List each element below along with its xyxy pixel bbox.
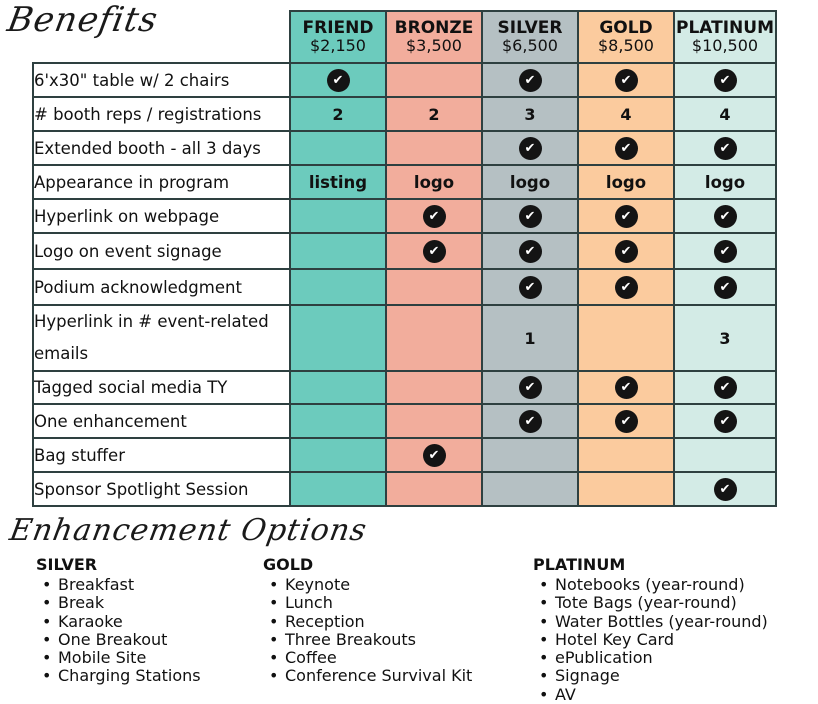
check-circle-icon: ✔ bbox=[714, 240, 737, 263]
tier-cell-gold bbox=[578, 472, 674, 506]
enhancement-item-label: Hotel Key Card bbox=[555, 629, 674, 649]
tier-cell-silver bbox=[482, 305, 578, 371]
tier-cell-friend bbox=[290, 371, 386, 404]
benefit-label: Logo on event signage bbox=[33, 233, 290, 269]
enhancement-heading: SILVER bbox=[36, 555, 98, 574]
tier-cell-gold bbox=[578, 438, 674, 472]
check-circle-icon: ✔ bbox=[615, 69, 638, 92]
tier-cell-platinum bbox=[674, 233, 776, 269]
tier-cell-platinum bbox=[674, 438, 776, 472]
benefit-row bbox=[33, 97, 776, 131]
enhancement-options-title: Enhancement Options bbox=[6, 513, 370, 548]
tier-cell-silver bbox=[482, 371, 578, 404]
tier-cell-bronze bbox=[386, 438, 482, 472]
tier-name: PLATINUM bbox=[676, 17, 774, 38]
bullet-icon: • bbox=[539, 575, 549, 594]
tier-cell-platinum bbox=[674, 199, 776, 233]
benefit-row bbox=[33, 165, 776, 199]
enhancement-item bbox=[263, 613, 472, 631]
check-circle-icon: ✔ bbox=[423, 444, 446, 467]
enhancement-column-gold bbox=[263, 555, 472, 686]
enhancement-item-label: One Breakout bbox=[58, 629, 168, 649]
tier-cell-gold bbox=[578, 199, 674, 233]
check-circle-icon: ✔ bbox=[519, 410, 542, 433]
enhancement-item-label: Mobile Site bbox=[58, 648, 147, 668]
check-circle-icon: ✔ bbox=[615, 205, 638, 228]
bullet-icon: • bbox=[269, 648, 279, 668]
header-spacer bbox=[33, 11, 290, 63]
enhancement-item-label: Keynote bbox=[285, 575, 351, 594]
tier-cell-silver bbox=[482, 438, 578, 472]
cell-value: 4 bbox=[620, 104, 632, 124]
benefit-row bbox=[33, 269, 776, 305]
tier-cell-platinum bbox=[674, 371, 776, 404]
tier-cell-friend bbox=[290, 199, 386, 233]
enhancement-column-silver bbox=[36, 555, 201, 686]
enhancement-item-label: Three Breakouts bbox=[285, 629, 416, 649]
benefit-row bbox=[33, 438, 776, 472]
enhancement-item bbox=[533, 667, 768, 685]
enhancement-heading: PLATINUM bbox=[533, 555, 626, 574]
enhancement-item-label: Signage bbox=[555, 666, 620, 686]
benefit-row bbox=[33, 199, 776, 233]
cell-value: logo bbox=[413, 172, 455, 192]
enhancement-item bbox=[533, 576, 768, 594]
check-circle-icon: ✔ bbox=[714, 137, 737, 160]
tier-header-gold bbox=[578, 11, 674, 63]
benefit-label: 6'x30" table w/ 2 chairs bbox=[33, 63, 290, 97]
tier-cell-platinum bbox=[674, 63, 776, 97]
tier-cell-bronze bbox=[386, 371, 482, 404]
bullet-icon: • bbox=[42, 648, 52, 668]
tier-cell-friend bbox=[290, 233, 386, 269]
enhancement-item-label: Conference Survival Kit bbox=[285, 666, 473, 686]
enhancement-item-label: ePublication bbox=[555, 648, 653, 668]
tier-name: BRONZE bbox=[394, 17, 474, 38]
tier-cell-silver bbox=[482, 199, 578, 233]
benefits-title: Benefits bbox=[4, 0, 162, 40]
tier-name: SILVER bbox=[497, 17, 563, 38]
cell-value: logo bbox=[605, 172, 647, 192]
check-circle-icon: ✔ bbox=[615, 276, 638, 299]
enhancement-item-label: Break bbox=[58, 593, 105, 613]
cell-value: 2 bbox=[428, 104, 440, 124]
enhancement-item-label: Reception bbox=[285, 611, 365, 631]
check-circle-icon: ✔ bbox=[519, 205, 542, 228]
enhancement-item bbox=[36, 631, 201, 649]
tier-cell-gold bbox=[578, 269, 674, 305]
tier-cell-silver bbox=[482, 131, 578, 165]
cell-value: 2 bbox=[332, 104, 344, 124]
enhancement-item-label: Water Bottles (year-round) bbox=[555, 611, 768, 631]
tier-cell-bronze bbox=[386, 131, 482, 165]
check-circle-icon: ✔ bbox=[327, 69, 350, 92]
tier-cell-bronze bbox=[386, 97, 482, 131]
check-circle-icon: ✔ bbox=[519, 376, 542, 399]
tier-cell-silver bbox=[482, 472, 578, 506]
tier-cell-gold bbox=[578, 97, 674, 131]
cell-value: 1 bbox=[524, 328, 536, 348]
tier-cell-silver bbox=[482, 165, 578, 199]
enhancement-item bbox=[36, 667, 201, 685]
tier-cell-bronze bbox=[386, 165, 482, 199]
enhancement-item bbox=[36, 613, 201, 631]
tier-cell-platinum bbox=[674, 305, 776, 371]
tier-cell-silver bbox=[482, 233, 578, 269]
enhancement-item-label: Notebooks (year-round) bbox=[555, 575, 745, 594]
enhancement-item bbox=[36, 594, 201, 612]
benefit-row bbox=[33, 131, 776, 165]
tier-price: $8,500 bbox=[598, 35, 654, 55]
check-circle-icon: ✔ bbox=[615, 410, 638, 433]
enhancement-list bbox=[263, 576, 472, 686]
tier-cell-silver bbox=[482, 63, 578, 97]
bullet-icon: • bbox=[42, 611, 52, 631]
check-circle-icon: ✔ bbox=[615, 376, 638, 399]
benefit-row bbox=[33, 404, 776, 438]
tier-cell-platinum bbox=[674, 131, 776, 165]
bullet-icon: • bbox=[42, 629, 52, 649]
enhancement-column-platinum bbox=[533, 555, 768, 704]
bullet-icon: • bbox=[539, 648, 549, 668]
check-circle-icon: ✔ bbox=[519, 137, 542, 160]
check-circle-icon: ✔ bbox=[519, 240, 542, 263]
enhancement-item-label: Karaoke bbox=[58, 611, 123, 631]
tier-cell-silver bbox=[482, 97, 578, 131]
check-circle-icon: ✔ bbox=[615, 137, 638, 160]
tier-price: $3,500 bbox=[406, 35, 462, 55]
benefit-row bbox=[33, 371, 776, 404]
bullet-icon: • bbox=[42, 666, 52, 686]
bullet-icon: • bbox=[42, 575, 52, 594]
bullet-icon: • bbox=[269, 593, 279, 613]
benefit-label: Sponsor Spotlight Session bbox=[33, 472, 290, 506]
bullet-icon: • bbox=[539, 666, 549, 686]
enhancement-item-label: Coffee bbox=[285, 648, 337, 668]
tier-cell-bronze bbox=[386, 63, 482, 97]
benefit-label: Podium acknowledgment bbox=[33, 269, 290, 305]
tier-cell-friend bbox=[290, 165, 386, 199]
tier-cell-friend bbox=[290, 269, 386, 305]
enhancement-item-label: Charging Stations bbox=[58, 666, 201, 686]
cell-value: 3 bbox=[719, 328, 731, 348]
check-circle-icon: ✔ bbox=[423, 205, 446, 228]
check-circle-icon: ✔ bbox=[714, 69, 737, 92]
benefit-row bbox=[33, 472, 776, 506]
bullet-icon: • bbox=[269, 575, 279, 594]
tier-cell-platinum bbox=[674, 269, 776, 305]
tier-cell-platinum bbox=[674, 472, 776, 506]
tier-cell-gold bbox=[578, 63, 674, 97]
check-circle-icon: ✔ bbox=[615, 240, 638, 263]
check-circle-icon: ✔ bbox=[519, 69, 542, 92]
tier-cell-friend bbox=[290, 305, 386, 371]
tier-cell-friend bbox=[290, 63, 386, 97]
enhancement-item bbox=[36, 576, 201, 594]
tier-cell-gold bbox=[578, 165, 674, 199]
enhancement-item-label: AV bbox=[555, 684, 576, 704]
enhancement-item bbox=[263, 576, 472, 594]
enhancement-item bbox=[263, 649, 472, 667]
enhancement-item-label: Breakfast bbox=[58, 575, 135, 594]
benefit-label: Tagged social media TY bbox=[33, 371, 290, 404]
benefit-label: One enhancement bbox=[33, 404, 290, 438]
benefit-label: Extended booth - all 3 days bbox=[33, 131, 290, 165]
tier-price: $6,500 bbox=[502, 35, 558, 55]
check-circle-icon: ✔ bbox=[714, 376, 737, 399]
tier-cell-friend bbox=[290, 438, 386, 472]
enhancement-list bbox=[533, 576, 768, 704]
bullet-icon: • bbox=[42, 593, 52, 613]
cell-value: 3 bbox=[524, 104, 536, 124]
enhancement-item bbox=[36, 649, 201, 667]
enhancement-item bbox=[533, 631, 768, 649]
tier-price: $10,500 bbox=[691, 35, 759, 55]
enhancement-item bbox=[533, 613, 768, 631]
check-circle-icon: ✔ bbox=[714, 276, 737, 299]
tier-header-bronze bbox=[386, 11, 482, 63]
cell-value: 4 bbox=[719, 104, 731, 124]
enhancement-item-label: Lunch bbox=[285, 593, 333, 613]
enhancement-item bbox=[263, 631, 472, 649]
tier-header-row bbox=[33, 11, 776, 63]
tier-cell-bronze bbox=[386, 404, 482, 438]
benefit-label: Hyperlink on webpage bbox=[33, 199, 290, 233]
tier-name: GOLD bbox=[599, 17, 653, 38]
tier-cell-friend bbox=[290, 131, 386, 165]
cell-value: logo bbox=[704, 172, 746, 192]
tier-cell-platinum bbox=[674, 165, 776, 199]
tier-cell-bronze bbox=[386, 269, 482, 305]
tier-cell-silver bbox=[482, 404, 578, 438]
enhancement-item bbox=[533, 686, 768, 704]
tier-cell-silver bbox=[482, 269, 578, 305]
tier-cell-bronze bbox=[386, 233, 482, 269]
bullet-icon: • bbox=[539, 611, 549, 631]
check-circle-icon: ✔ bbox=[423, 240, 446, 263]
tier-price: $2,150 bbox=[310, 35, 366, 55]
bullet-icon: • bbox=[269, 611, 279, 631]
enhancement-list bbox=[36, 576, 201, 686]
enhancement-item bbox=[263, 594, 472, 612]
tier-cell-gold bbox=[578, 305, 674, 371]
tier-name: FRIEND bbox=[302, 17, 374, 38]
tier-cell-friend bbox=[290, 97, 386, 131]
tier-cell-gold bbox=[578, 404, 674, 438]
tier-cell-gold bbox=[578, 371, 674, 404]
tier-cell-bronze bbox=[386, 305, 482, 371]
enhancement-item bbox=[533, 594, 768, 612]
check-circle-icon: ✔ bbox=[714, 478, 737, 501]
tier-cell-gold bbox=[578, 131, 674, 165]
tier-cell-platinum bbox=[674, 404, 776, 438]
cell-value: listing bbox=[308, 172, 368, 192]
benefit-rows bbox=[33, 63, 776, 506]
tier-cell-bronze bbox=[386, 472, 482, 506]
benefits-table bbox=[32, 10, 777, 507]
benefit-label: Hyperlink in # event-related emails bbox=[33, 305, 290, 371]
benefit-label: Appearance in program bbox=[33, 165, 290, 199]
tier-header-silver bbox=[482, 11, 578, 63]
benefit-label: # booth reps / registrations bbox=[33, 97, 290, 131]
tier-header-friend bbox=[290, 11, 386, 63]
cell-value: logo bbox=[509, 172, 551, 192]
bullet-icon: • bbox=[269, 666, 279, 686]
tier-cell-bronze bbox=[386, 199, 482, 233]
bullet-icon: • bbox=[539, 684, 549, 704]
bullet-icon: • bbox=[269, 629, 279, 649]
benefit-row bbox=[33, 63, 776, 97]
check-circle-icon: ✔ bbox=[519, 276, 542, 299]
tier-cell-friend bbox=[290, 404, 386, 438]
bullet-icon: • bbox=[539, 629, 549, 649]
tier-cell-friend bbox=[290, 472, 386, 506]
tier-header-platinum bbox=[674, 11, 776, 63]
enhancement-item-label: Tote Bags (year-round) bbox=[555, 593, 737, 613]
benefit-row bbox=[33, 305, 776, 371]
bullet-icon: • bbox=[539, 593, 549, 613]
benefit-label: Bag stuffer bbox=[33, 438, 290, 472]
enhancement-item bbox=[263, 667, 472, 685]
tier-cell-platinum bbox=[674, 97, 776, 131]
benefit-row bbox=[33, 233, 776, 269]
enhancement-item bbox=[533, 649, 768, 667]
enhancement-heading: GOLD bbox=[263, 555, 314, 574]
check-circle-icon: ✔ bbox=[714, 205, 737, 228]
tier-cell-gold bbox=[578, 233, 674, 269]
check-circle-icon: ✔ bbox=[714, 410, 737, 433]
